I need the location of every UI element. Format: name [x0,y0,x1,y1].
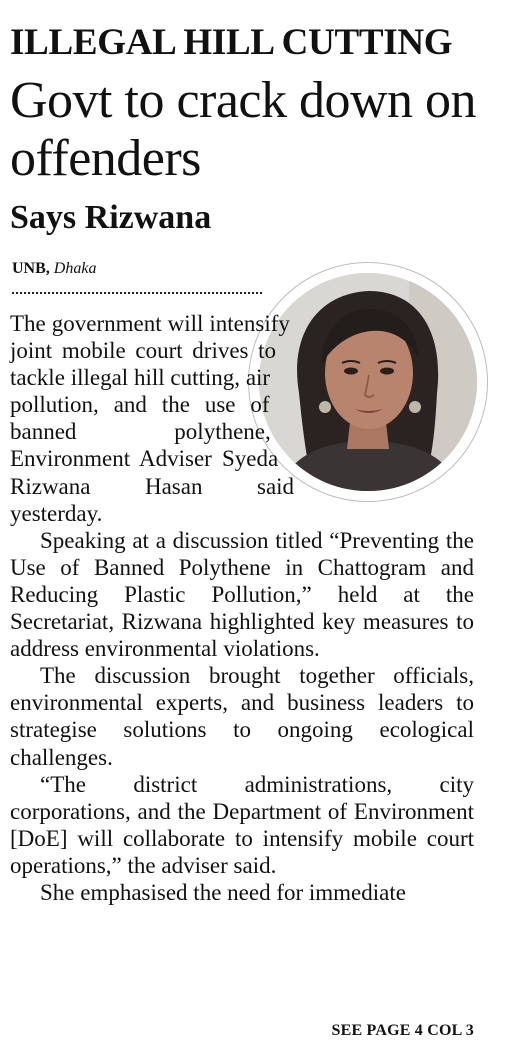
article-paragraph-3: The discussion brought together officials, environmental experts, and business leaders to strategise solutions to ongoing ecological challenges. [10,663,474,770]
byline [12,258,96,280]
article-paragraph-4: “The district administrations, city corporations, and the Department of Environment [DoE] will collaborate to intensify mobile court operations,” the adviser said. [10,771,474,878]
byline-location: Dhaka [53,260,97,277]
article-subhead: Says Rizwana [10,199,212,236]
article-paragraph-2: Speaking at a discussion titled “Preventing the Use of Banned Polythene in Chattogram and Reducing Plastic Pollution,” held at the Secretariat, Rizwana highlighted key measures to address environmental violations. [10,527,474,662]
article-paragraph-5: She emphasised the need for immediate [40,879,406,905]
continuation-note[interactable]: SEE PAGE 4 COL 3 [331,1022,474,1039]
article-kicker: ILLEGAL HILL CUTTING [10,22,453,63]
article-paragraph-1: The government will intensify joint mobile court drives to tackle illegal hill cutting, air pollution, and the use of banned polythene, Environment Adviser Syeda Rizwana Hasan said yesterday. [10,311,295,526]
byline-divider [12,292,262,294]
article-body [10,310,474,906]
article-headline: Govt to crack down on offenders [10,72,477,187]
photo-wrap-space [248,310,474,540]
byline-agency: UNB, [12,260,50,277]
